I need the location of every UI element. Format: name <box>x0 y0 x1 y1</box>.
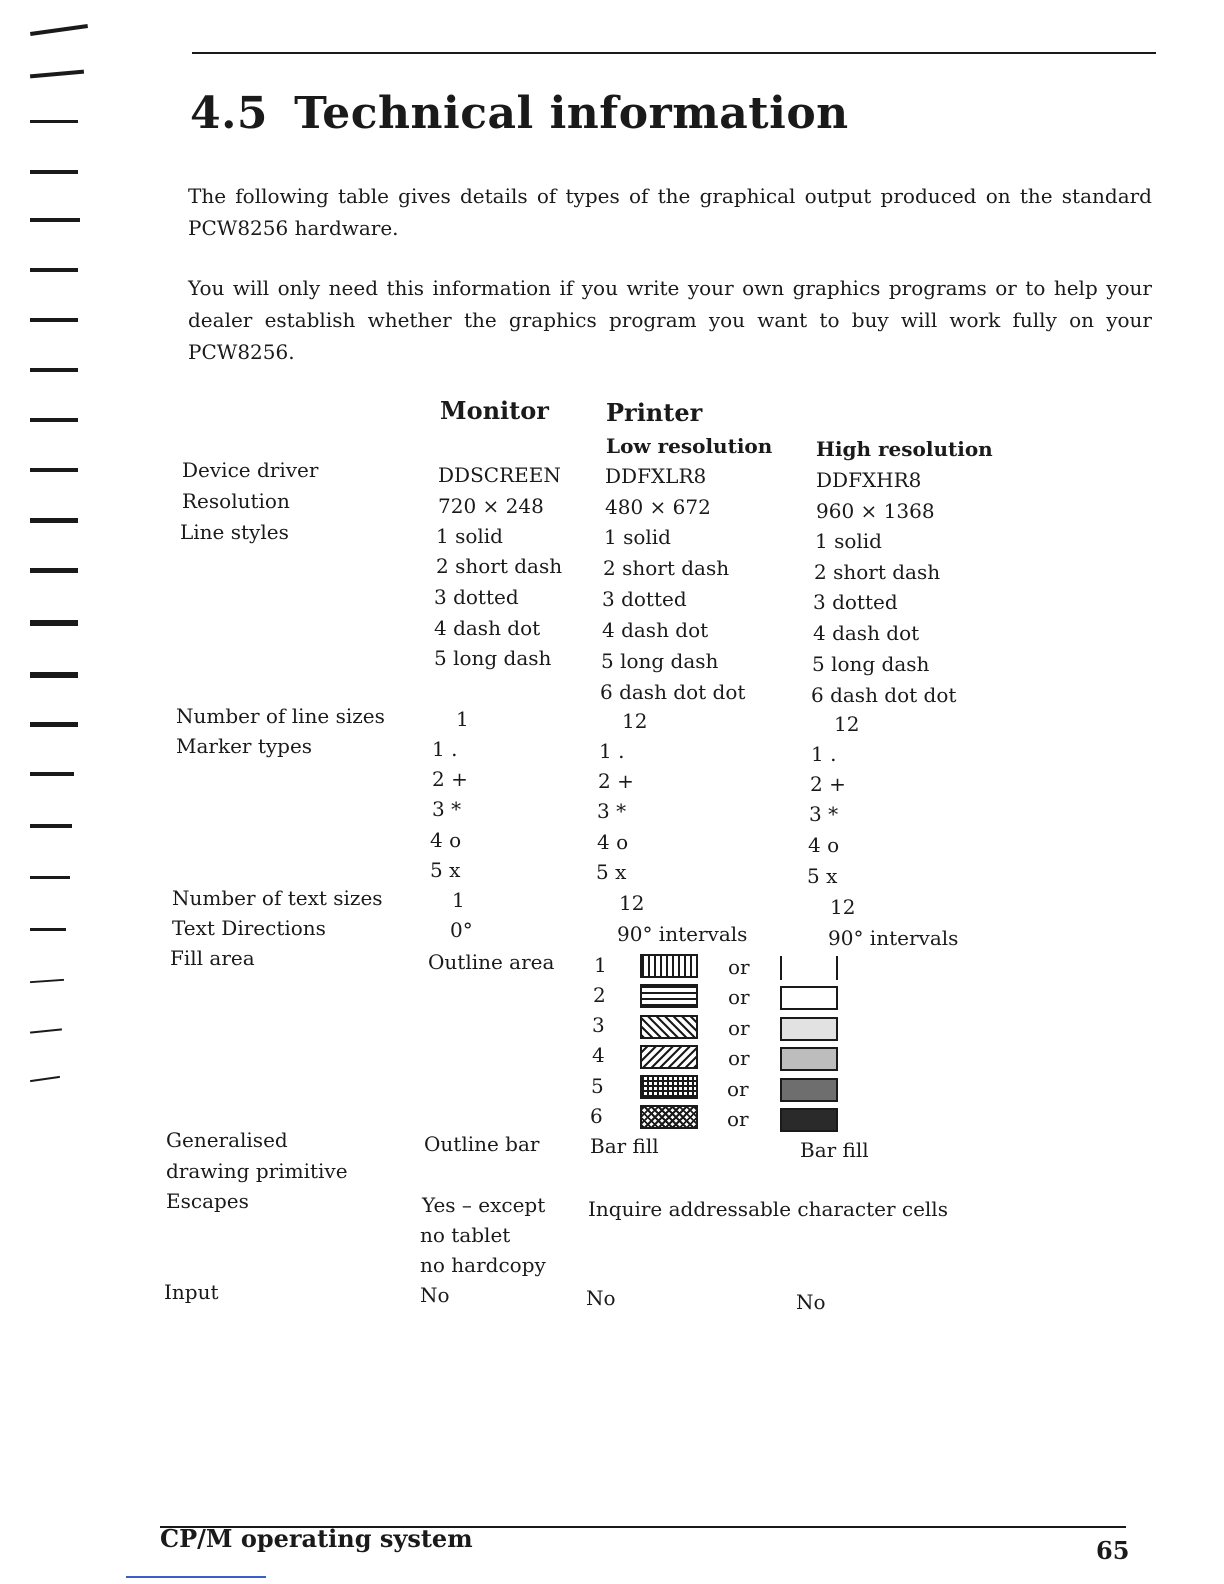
binding-mark <box>30 368 78 372</box>
intro-paragraph-2: You will only need this information if you write your own graphics programs or to help your dealer establish whether the graphics program you want to buy will work fully on your PCW8256. <box>188 276 1152 364</box>
monitor-escapes-line: no tablet <box>420 1223 511 1247</box>
section-title: Technical information <box>294 88 849 139</box>
fill-number: 3 <box>592 1013 605 1037</box>
fill-pattern-empty <box>780 986 838 1010</box>
monitor-marker: 1 . <box>432 737 458 761</box>
label-drawing-primitive: drawing primitive <box>166 1159 348 1183</box>
label-marker-types: Marker types <box>176 734 313 758</box>
high-marker: 2 + <box>810 772 846 796</box>
monitor-fill-area: Outline area <box>428 950 555 974</box>
monitor-line-style: 1 solid <box>436 524 503 548</box>
monitor-escapes-line: Yes – except <box>422 1193 546 1217</box>
label-device-driver: Device driver <box>182 458 319 482</box>
low-line-style: 4 dash dot <box>602 618 709 642</box>
binding-mark <box>30 518 78 523</box>
high-resolution: 960 × 1368 <box>816 499 935 523</box>
binding-mark <box>30 772 74 776</box>
low-line-style: 1 solid <box>604 525 671 549</box>
intro-paragraph-1: The following table gives details of types of the graphical output produced on the standard PCW8256 hardware. <box>188 184 1152 240</box>
monitor-input: No <box>420 1283 450 1307</box>
low-line-style: 5 long dash <box>601 649 719 673</box>
monitor-text-direction: 0° <box>450 918 473 942</box>
binding-mark <box>30 170 78 174</box>
fill-number: 6 <box>590 1104 603 1128</box>
low-marker: 1 . <box>599 739 625 763</box>
high-gdp: Bar fill <box>800 1138 869 1162</box>
monitor-line-style: 3 dotted <box>434 585 519 609</box>
header-printer: Printer <box>606 398 703 427</box>
fill-pattern-light-grey <box>780 1017 838 1041</box>
binding-mark <box>30 1076 60 1082</box>
page-number: 65 <box>1096 1536 1130 1565</box>
binding-mark <box>30 268 78 272</box>
fill-or: or <box>727 1077 749 1101</box>
binding-mark <box>30 218 80 222</box>
fill-pattern-vertical <box>640 954 698 978</box>
fill-pattern-diagonal <box>640 1015 698 1039</box>
low-marker: 4 o <box>597 830 629 854</box>
binding-mark <box>30 979 64 983</box>
label-text-directions: Text Directions <box>172 916 326 940</box>
fill-pattern-hollow <box>780 956 838 980</box>
label-fill-area: Fill area <box>170 946 255 970</box>
high-marker: 4 o <box>808 833 840 857</box>
fill-pattern-dark-grey <box>780 1078 838 1102</box>
fill-or: or <box>728 1046 750 1070</box>
monitor-gdp: Outline bar <box>424 1132 540 1156</box>
fill-number: 2 <box>593 983 606 1007</box>
top-rule <box>192 52 1156 54</box>
binding-mark <box>30 876 70 879</box>
high-line-style: 2 short dash <box>814 560 941 584</box>
low-text-sizes: 12 <box>619 891 645 915</box>
fill-pattern-back-diagonal <box>640 1045 698 1069</box>
monitor-marker: 2 + <box>432 767 468 791</box>
monitor-resolution: 720 × 248 <box>438 494 544 518</box>
label-line-styles: Line styles <box>180 520 289 544</box>
low-line-style: 3 dotted <box>602 587 687 611</box>
high-text-sizes: 12 <box>830 895 856 919</box>
binding-mark <box>30 824 72 828</box>
high-line-sizes: 12 <box>834 712 860 736</box>
binding-mark <box>30 70 84 79</box>
scan-edge-line <box>126 1576 266 1578</box>
binding-mark <box>30 568 78 573</box>
high-input: No <box>796 1290 826 1314</box>
footer-book-title: CP/M operating system <box>160 1524 473 1553</box>
printer-escapes: Inquire addressable character cells <box>588 1197 948 1221</box>
monitor-line-style: 4 dash dot <box>434 616 541 640</box>
monitor-escapes-line: no hardcopy <box>420 1253 546 1277</box>
low-line-style: 2 short dash <box>603 556 730 580</box>
fill-number: 1 <box>594 953 607 977</box>
fill-number: 5 <box>591 1074 604 1098</box>
binding-mark <box>30 672 78 678</box>
section-heading <box>190 88 849 139</box>
high-line-style: 6 dash dot dot <box>811 683 957 707</box>
fill-pattern-crosshatch <box>640 1105 698 1129</box>
high-marker: 3 * <box>809 802 839 826</box>
label-input: Input <box>164 1280 219 1304</box>
label-escapes: Escapes <box>166 1189 249 1213</box>
fill-pattern-black <box>780 1108 838 1132</box>
low-gdp: Bar fill <box>590 1134 659 1158</box>
label-resolution: Resolution <box>182 489 290 513</box>
monitor-line-style: 2 short dash <box>436 554 563 578</box>
high-line-style: 1 solid <box>815 529 882 553</box>
binding-mark <box>30 928 66 931</box>
fill-pattern-horizontal <box>640 984 698 1008</box>
binding-mark <box>30 620 78 626</box>
monitor-line-style: 5 long dash <box>434 646 552 670</box>
fill-number: 4 <box>592 1043 605 1067</box>
monitor-marker: 5 x <box>430 858 461 882</box>
high-marker: 1 . <box>811 742 837 766</box>
low-line-style: 6 dash dot dot <box>600 680 746 704</box>
binding-mark <box>30 468 78 472</box>
low-input: No <box>586 1286 616 1310</box>
high-driver: DDFXHR8 <box>816 468 922 492</box>
binding-mark <box>30 318 78 322</box>
label-line-sizes: Number of line sizes <box>176 704 385 728</box>
section-number: 4.5 <box>190 88 269 139</box>
header-low-resolution: Low resolution <box>606 434 773 458</box>
header-monitor: Monitor <box>440 396 549 425</box>
high-line-style: 5 long dash <box>812 652 930 676</box>
low-marker: 2 + <box>598 769 634 793</box>
monitor-driver: DDSCREEN <box>438 463 561 487</box>
monitor-marker: 3 * <box>432 797 462 821</box>
high-line-style: 4 dash dot <box>813 621 920 645</box>
label-text-sizes: Number of text sizes <box>172 886 383 910</box>
binding-mark <box>30 1028 62 1033</box>
fill-or: or <box>728 955 750 979</box>
low-resolution: 480 × 672 <box>605 495 711 519</box>
header-high-resolution: High resolution <box>816 437 993 461</box>
fill-or: or <box>728 1016 750 1040</box>
fill-pattern-grid <box>640 1075 698 1099</box>
high-line-style: 3 dotted <box>813 590 898 614</box>
fill-or: or <box>727 1107 749 1131</box>
monitor-line-sizes: 1 <box>456 707 469 731</box>
low-marker: 3 * <box>597 799 627 823</box>
fill-or: or <box>728 985 750 1009</box>
high-text-direction: 90° intervals <box>828 926 959 950</box>
fill-pattern-grey <box>780 1047 838 1071</box>
monitor-marker: 4 o <box>430 828 462 852</box>
low-text-direction: 90° intervals <box>617 922 748 946</box>
low-driver: DDFXLR8 <box>605 464 707 488</box>
monitor-text-sizes: 1 <box>452 888 465 912</box>
high-marker: 5 x <box>807 864 838 888</box>
binding-mark <box>30 722 78 727</box>
binding-mark <box>30 418 78 422</box>
binding-mark <box>30 120 78 123</box>
label-generalised: Generalised <box>166 1128 288 1152</box>
low-marker: 5 x <box>596 860 627 884</box>
binding-mark <box>30 24 88 36</box>
low-line-sizes: 12 <box>622 709 648 733</box>
